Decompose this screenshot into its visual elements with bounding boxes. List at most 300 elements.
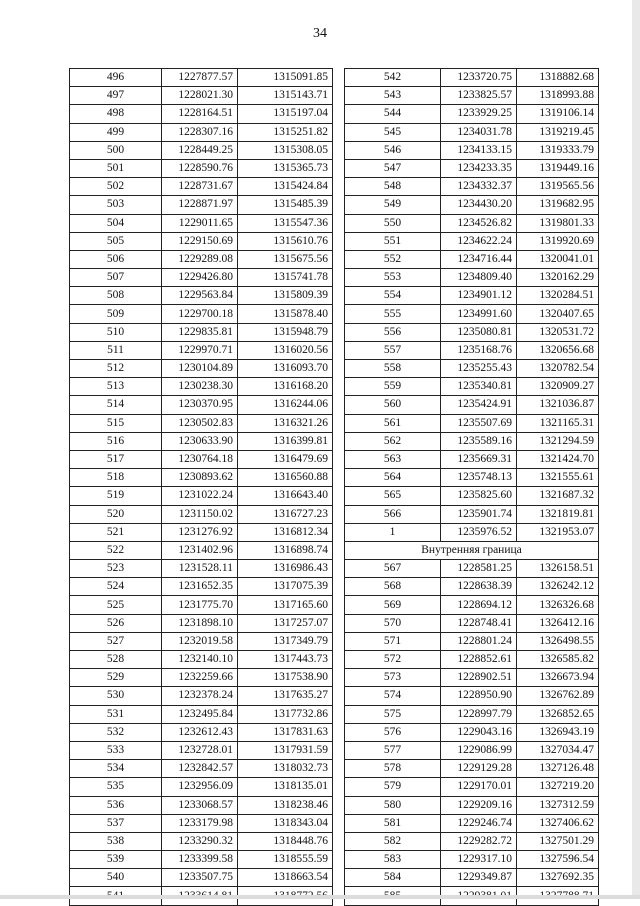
point-number-cell: 547 xyxy=(345,159,441,177)
table-row xyxy=(345,778,599,796)
y-coordinate-cell: 1320162.29 xyxy=(517,269,599,287)
y-coordinate-cell: 1327501.29 xyxy=(517,832,599,850)
y-coordinate-cell: 1315424.84 xyxy=(238,178,333,196)
point-number-cell: 537 xyxy=(70,814,162,832)
table-row xyxy=(345,378,599,396)
point-number-cell: 529 xyxy=(70,669,162,687)
y-coordinate-cell: 1318135.01 xyxy=(238,778,333,796)
point-number-cell: 532 xyxy=(70,723,162,741)
x-coordinate-cell: 1228748.41 xyxy=(441,614,517,632)
y-coordinate-cell: 1319920.69 xyxy=(517,232,599,250)
x-coordinate-cell: 1228021.30 xyxy=(162,87,238,105)
x-coordinate-cell: 1235340.81 xyxy=(441,378,517,396)
y-coordinate-cell: 1327126.48 xyxy=(517,760,599,778)
table-row xyxy=(345,814,599,832)
point-number-cell: 514 xyxy=(70,396,162,414)
table-row xyxy=(70,578,333,596)
y-coordinate-cell: 1317538.90 xyxy=(238,669,333,687)
y-coordinate-cell: 1316020.56 xyxy=(238,341,333,359)
x-coordinate-cell: 1229129.28 xyxy=(441,760,517,778)
point-number-cell: 579 xyxy=(345,778,441,796)
y-coordinate-cell: 1317732.86 xyxy=(238,705,333,723)
x-coordinate-cell: 1232842.57 xyxy=(162,760,238,778)
point-number-cell: 539 xyxy=(70,851,162,869)
point-number-cell: 552 xyxy=(345,250,441,268)
x-coordinate-cell: 1228852.61 xyxy=(441,651,517,669)
table-row xyxy=(345,487,599,505)
y-coordinate-cell: 1321036.87 xyxy=(517,396,599,414)
table-row xyxy=(345,469,599,487)
y-coordinate-cell: 1321555.61 xyxy=(517,469,599,487)
table-row xyxy=(345,851,599,869)
table-row xyxy=(70,741,333,759)
x-coordinate-cell: 1229150.69 xyxy=(162,232,238,250)
table-row xyxy=(70,214,333,232)
point-number-cell: 501 xyxy=(70,159,162,177)
table-row xyxy=(345,596,599,614)
x-coordinate-cell: 1233825.57 xyxy=(441,87,517,105)
point-number-cell: 528 xyxy=(70,651,162,669)
table-row xyxy=(345,760,599,778)
y-coordinate-cell: 1318448.76 xyxy=(238,832,333,850)
y-coordinate-cell: 1327406.62 xyxy=(517,814,599,832)
x-coordinate-cell: 1231022.24 xyxy=(162,487,238,505)
point-number-cell: 511 xyxy=(70,341,162,359)
y-coordinate-cell: 1315365.73 xyxy=(238,159,333,177)
point-number-cell: 554 xyxy=(345,287,441,305)
page-number: 34 xyxy=(313,26,327,41)
x-coordinate-cell: 1234430.20 xyxy=(441,196,517,214)
section-header: Внутренняя граница xyxy=(345,541,599,559)
x-coordinate-cell: 1233720.75 xyxy=(441,69,517,87)
table-row xyxy=(70,305,333,323)
y-coordinate-cell: 1320909.27 xyxy=(517,378,599,396)
table-row xyxy=(345,505,599,523)
y-coordinate-cell: 1327312.59 xyxy=(517,796,599,814)
y-coordinate-cell: 1326158.51 xyxy=(517,560,599,578)
point-number-cell: 517 xyxy=(70,450,162,468)
y-coordinate-cell: 1321165.31 xyxy=(517,414,599,432)
table-row xyxy=(70,141,333,159)
x-coordinate-cell: 1232956.09 xyxy=(162,778,238,796)
point-number-cell: 574 xyxy=(345,687,441,705)
y-coordinate-cell: 1326673.94 xyxy=(517,669,599,687)
y-coordinate-cell: 1319106.14 xyxy=(517,105,599,123)
point-number-cell: 561 xyxy=(345,414,441,432)
point-number-cell: 519 xyxy=(70,487,162,505)
y-coordinate-cell: 1318663.54 xyxy=(238,869,333,887)
x-coordinate-cell: 1229700.18 xyxy=(162,305,238,323)
point-number-cell: 504 xyxy=(70,214,162,232)
y-coordinate-cell: 1318555.59 xyxy=(238,851,333,869)
y-coordinate-cell: 1317931.59 xyxy=(238,741,333,759)
x-coordinate-cell: 1228590.76 xyxy=(162,159,238,177)
x-coordinate-cell: 1228731.67 xyxy=(162,178,238,196)
x-coordinate-cell: 1234991.60 xyxy=(441,305,517,323)
y-coordinate-cell: 1318343.04 xyxy=(238,814,333,832)
point-number-cell: 563 xyxy=(345,450,441,468)
x-coordinate-cell: 1230893.62 xyxy=(162,469,238,487)
point-number-cell: 545 xyxy=(345,123,441,141)
point-number-cell: 497 xyxy=(70,87,162,105)
x-coordinate-cell: 1233068.57 xyxy=(162,796,238,814)
y-coordinate-cell: 1317257.07 xyxy=(238,614,333,632)
y-coordinate-cell: 1316093.70 xyxy=(238,360,333,378)
table-row xyxy=(70,178,333,196)
y-coordinate-cell: 1326498.55 xyxy=(517,632,599,650)
table-row xyxy=(345,69,599,87)
y-coordinate-cell: 1326585.82 xyxy=(517,651,599,669)
x-coordinate-cell: 1228801.24 xyxy=(441,632,517,650)
point-number-cell: 551 xyxy=(345,232,441,250)
point-number-cell: 525 xyxy=(70,596,162,614)
table-row xyxy=(70,323,333,341)
point-number-cell: 510 xyxy=(70,323,162,341)
x-coordinate-cell: 1228307.16 xyxy=(162,123,238,141)
table-row xyxy=(345,614,599,632)
y-coordinate-cell: 1326412.16 xyxy=(517,614,599,632)
y-coordinate-cell: 1327596.54 xyxy=(517,851,599,869)
point-number-cell: 499 xyxy=(70,123,162,141)
point-number-cell: 522 xyxy=(70,541,162,559)
point-number-cell: 533 xyxy=(70,741,162,759)
point-number-cell: 581 xyxy=(345,814,441,832)
table-row xyxy=(70,360,333,378)
table-row xyxy=(70,541,333,559)
x-coordinate-cell: 1231276.92 xyxy=(162,523,238,541)
point-number-cell: 548 xyxy=(345,178,441,196)
y-coordinate-cell: 1320041.01 xyxy=(517,250,599,268)
table-row xyxy=(345,723,599,741)
y-coordinate-cell: 1327692.35 xyxy=(517,869,599,887)
table-row xyxy=(70,669,333,687)
y-coordinate-cell: 1315809.39 xyxy=(238,287,333,305)
point-number-cell: 575 xyxy=(345,705,441,723)
table-row xyxy=(345,687,599,705)
table-row xyxy=(70,560,333,578)
x-coordinate-cell: 1234031.78 xyxy=(441,123,517,141)
table-row xyxy=(345,141,599,159)
y-coordinate-cell: 1316244.06 xyxy=(238,396,333,414)
point-number-cell: 516 xyxy=(70,432,162,450)
point-number-cell: 549 xyxy=(345,196,441,214)
y-coordinate-cell: 1316727.23 xyxy=(238,505,333,523)
table-row xyxy=(70,523,333,541)
table-row xyxy=(345,305,599,323)
table-row xyxy=(70,287,333,305)
x-coordinate-cell: 1234901.12 xyxy=(441,287,517,305)
point-number-cell: 557 xyxy=(345,341,441,359)
x-coordinate-cell: 1231775.70 xyxy=(162,596,238,614)
x-coordinate-cell: 1229970.71 xyxy=(162,341,238,359)
table-row xyxy=(345,323,599,341)
table-row xyxy=(70,432,333,450)
table-row xyxy=(345,632,599,650)
point-number-cell: 496 xyxy=(70,69,162,87)
x-coordinate-cell: 1235669.31 xyxy=(441,450,517,468)
point-number-cell: 546 xyxy=(345,141,441,159)
x-coordinate-cell: 1234332.37 xyxy=(441,178,517,196)
y-coordinate-cell: 1315143.71 xyxy=(238,87,333,105)
table-row xyxy=(70,87,333,105)
y-coordinate-cell: 1318032.73 xyxy=(238,760,333,778)
table-row xyxy=(345,578,599,596)
point-number-cell: 567 xyxy=(345,560,441,578)
y-coordinate-cell: 1320782.54 xyxy=(517,360,599,378)
x-coordinate-cell: 1229426.80 xyxy=(162,269,238,287)
point-number-cell: 508 xyxy=(70,287,162,305)
table-row xyxy=(70,869,333,887)
table-row xyxy=(70,723,333,741)
x-coordinate-cell: 1229246.74 xyxy=(441,814,517,832)
y-coordinate-cell: 1318882.68 xyxy=(517,69,599,87)
table-row xyxy=(70,596,333,614)
y-coordinate-cell: 1321424.70 xyxy=(517,450,599,468)
point-number-cell: 527 xyxy=(70,632,162,650)
table-row xyxy=(70,651,333,669)
point-number-cell: 502 xyxy=(70,178,162,196)
table-row xyxy=(345,705,599,723)
y-coordinate-cell: 1321687.32 xyxy=(517,487,599,505)
y-coordinate-cell: 1316560.88 xyxy=(238,469,333,487)
coordinates-table-left-body xyxy=(70,69,333,906)
point-number-cell: 582 xyxy=(345,832,441,850)
point-number-cell: 523 xyxy=(70,560,162,578)
table-row xyxy=(70,487,333,505)
y-coordinate-cell: 1315091.85 xyxy=(238,69,333,87)
x-coordinate-cell: 1235825.60 xyxy=(441,487,517,505)
y-coordinate-cell: 1321294.59 xyxy=(517,432,599,450)
point-number-cell: 576 xyxy=(345,723,441,741)
y-coordinate-cell: 1315547.36 xyxy=(238,214,333,232)
point-number-cell: 566 xyxy=(345,505,441,523)
y-coordinate-cell: 1316399.81 xyxy=(238,432,333,450)
coordinates-table-right xyxy=(344,68,599,906)
table-row xyxy=(345,396,599,414)
y-coordinate-cell: 1320656.68 xyxy=(517,341,599,359)
table-row xyxy=(345,832,599,850)
table-row xyxy=(70,832,333,850)
y-coordinate-cell: 1319565.56 xyxy=(517,178,599,196)
table-row xyxy=(345,651,599,669)
x-coordinate-cell: 1229349.87 xyxy=(441,869,517,887)
x-coordinate-cell: 1233399.58 xyxy=(162,851,238,869)
x-coordinate-cell: 1228694.12 xyxy=(441,596,517,614)
point-number-cell: 580 xyxy=(345,796,441,814)
table-row xyxy=(345,669,599,687)
y-coordinate-cell: 1315948.79 xyxy=(238,323,333,341)
x-coordinate-cell: 1232140.10 xyxy=(162,651,238,669)
x-coordinate-cell: 1230633.90 xyxy=(162,432,238,450)
y-coordinate-cell: 1317165.60 xyxy=(238,596,333,614)
x-coordinate-cell: 1228581.25 xyxy=(441,560,517,578)
table-row xyxy=(345,178,599,196)
point-number-cell: 1 xyxy=(345,523,441,541)
point-number-cell: 564 xyxy=(345,469,441,487)
table-row xyxy=(345,87,599,105)
x-coordinate-cell: 1235589.16 xyxy=(441,432,517,450)
x-coordinate-cell: 1232019.58 xyxy=(162,632,238,650)
point-number-cell: 544 xyxy=(345,105,441,123)
point-number-cell: 498 xyxy=(70,105,162,123)
x-coordinate-cell: 1235901.74 xyxy=(441,505,517,523)
table-row xyxy=(345,214,599,232)
x-coordinate-cell: 1229011.65 xyxy=(162,214,238,232)
x-coordinate-cell: 1234526.82 xyxy=(441,214,517,232)
y-coordinate-cell: 1319219.45 xyxy=(517,123,599,141)
x-coordinate-cell: 1230238.30 xyxy=(162,378,238,396)
point-number-cell: 569 xyxy=(345,596,441,614)
x-coordinate-cell: 1230370.95 xyxy=(162,396,238,414)
x-coordinate-cell: 1228950.90 xyxy=(441,687,517,705)
y-coordinate-cell: 1326943.19 xyxy=(517,723,599,741)
y-coordinate-cell: 1318993.88 xyxy=(517,87,599,105)
table-row xyxy=(345,287,599,305)
y-coordinate-cell: 1319682.95 xyxy=(517,196,599,214)
y-coordinate-cell: 1315675.56 xyxy=(238,250,333,268)
point-number-cell: 556 xyxy=(345,323,441,341)
table-row xyxy=(70,814,333,832)
table-row xyxy=(345,105,599,123)
y-coordinate-cell: 1326326.68 xyxy=(517,596,599,614)
y-coordinate-cell: 1316479.69 xyxy=(238,450,333,468)
point-number-cell: 518 xyxy=(70,469,162,487)
table-row xyxy=(345,196,599,214)
y-coordinate-cell: 1327219.20 xyxy=(517,778,599,796)
y-coordinate-cell: 1318238.46 xyxy=(238,796,333,814)
table-row xyxy=(345,560,599,578)
x-coordinate-cell: 1232728.01 xyxy=(162,741,238,759)
y-coordinate-cell: 1317443.73 xyxy=(238,651,333,669)
point-number-cell: 555 xyxy=(345,305,441,323)
y-coordinate-cell: 1326762.89 xyxy=(517,687,599,705)
y-coordinate-cell: 1319333.79 xyxy=(517,141,599,159)
x-coordinate-cell: 1229086.99 xyxy=(441,741,517,759)
x-coordinate-cell: 1232612.43 xyxy=(162,723,238,741)
point-number-cell: 526 xyxy=(70,614,162,632)
table-row xyxy=(70,396,333,414)
point-number-cell: 570 xyxy=(345,614,441,632)
y-coordinate-cell: 1315308.05 xyxy=(238,141,333,159)
point-number-cell: 572 xyxy=(345,651,441,669)
point-number-cell: 503 xyxy=(70,196,162,214)
x-coordinate-cell: 1235255.43 xyxy=(441,360,517,378)
table-row xyxy=(70,269,333,287)
x-coordinate-cell: 1235748.13 xyxy=(441,469,517,487)
x-coordinate-cell: 1229289.08 xyxy=(162,250,238,268)
x-coordinate-cell: 1234233.35 xyxy=(441,159,517,177)
table-row xyxy=(345,796,599,814)
y-coordinate-cell: 1315197.04 xyxy=(238,105,333,123)
point-number-cell: 531 xyxy=(70,705,162,723)
x-coordinate-cell: 1235168.76 xyxy=(441,341,517,359)
table-row xyxy=(70,341,333,359)
x-coordinate-cell: 1231652.35 xyxy=(162,578,238,596)
y-coordinate-cell: 1326852.65 xyxy=(517,705,599,723)
y-coordinate-cell: 1315251.82 xyxy=(238,123,333,141)
table-row xyxy=(345,269,599,287)
table-row xyxy=(345,250,599,268)
table-row xyxy=(70,614,333,632)
y-coordinate-cell: 1316643.40 xyxy=(238,487,333,505)
x-coordinate-cell: 1229209.16 xyxy=(441,796,517,814)
y-coordinate-cell: 1315610.76 xyxy=(238,232,333,250)
table-row xyxy=(70,505,333,523)
point-number-cell: 515 xyxy=(70,414,162,432)
x-coordinate-cell: 1228997.79 xyxy=(441,705,517,723)
x-coordinate-cell: 1228164.51 xyxy=(162,105,238,123)
x-coordinate-cell: 1231898.10 xyxy=(162,614,238,632)
point-number-cell: 536 xyxy=(70,796,162,814)
point-number-cell: 505 xyxy=(70,232,162,250)
table-row xyxy=(345,159,599,177)
table-row xyxy=(70,250,333,268)
table-row xyxy=(70,705,333,723)
y-coordinate-cell: 1319801.33 xyxy=(517,214,599,232)
y-coordinate-cell: 1326242.12 xyxy=(517,578,599,596)
table-row xyxy=(70,159,333,177)
point-number-cell: 550 xyxy=(345,214,441,232)
x-coordinate-cell: 1228638.39 xyxy=(441,578,517,596)
table-row xyxy=(70,232,333,250)
point-number-cell: 524 xyxy=(70,578,162,596)
y-coordinate-cell: 1316812.34 xyxy=(238,523,333,541)
point-number-cell: 542 xyxy=(345,69,441,87)
scan-edge-bottom xyxy=(0,895,640,899)
table-row xyxy=(70,469,333,487)
point-number-cell: 521 xyxy=(70,523,162,541)
table-row xyxy=(345,741,599,759)
table-row xyxy=(345,869,599,887)
x-coordinate-cell: 1234133.15 xyxy=(441,141,517,159)
x-coordinate-cell: 1233179.98 xyxy=(162,814,238,832)
coordinates-table-left xyxy=(69,68,333,906)
point-number-cell: 565 xyxy=(345,487,441,505)
point-number-cell: 509 xyxy=(70,305,162,323)
y-coordinate-cell: 1320284.51 xyxy=(517,287,599,305)
y-coordinate-cell: 1327034.47 xyxy=(517,741,599,759)
x-coordinate-cell: 1231402.96 xyxy=(162,541,238,559)
x-coordinate-cell: 1227877.57 xyxy=(162,69,238,87)
point-number-cell: 584 xyxy=(345,869,441,887)
y-coordinate-cell: 1317075.39 xyxy=(238,578,333,596)
table-row xyxy=(345,432,599,450)
x-coordinate-cell: 1235507.69 xyxy=(441,414,517,432)
x-coordinate-cell: 1235424.91 xyxy=(441,396,517,414)
point-number-cell: 500 xyxy=(70,141,162,159)
point-number-cell: 578 xyxy=(345,760,441,778)
point-number-cell: 530 xyxy=(70,687,162,705)
x-coordinate-cell: 1229043.16 xyxy=(441,723,517,741)
point-number-cell: 568 xyxy=(345,578,441,596)
table-row xyxy=(70,851,333,869)
x-coordinate-cell: 1230764.18 xyxy=(162,450,238,468)
x-coordinate-cell: 1234809.40 xyxy=(441,269,517,287)
coordinates-table-right-body xyxy=(345,69,599,906)
point-number-cell: 507 xyxy=(70,269,162,287)
y-coordinate-cell: 1315485.39 xyxy=(238,196,333,214)
x-coordinate-cell: 1231150.02 xyxy=(162,505,238,523)
x-coordinate-cell: 1232378.24 xyxy=(162,687,238,705)
x-coordinate-cell: 1235976.52 xyxy=(441,523,517,541)
scan-edge-right xyxy=(632,0,640,899)
point-number-cell: 558 xyxy=(345,360,441,378)
y-coordinate-cell: 1320531.72 xyxy=(517,323,599,341)
point-number-cell: 571 xyxy=(345,632,441,650)
point-number-cell: 538 xyxy=(70,832,162,850)
point-number-cell: 535 xyxy=(70,778,162,796)
table-row xyxy=(70,760,333,778)
